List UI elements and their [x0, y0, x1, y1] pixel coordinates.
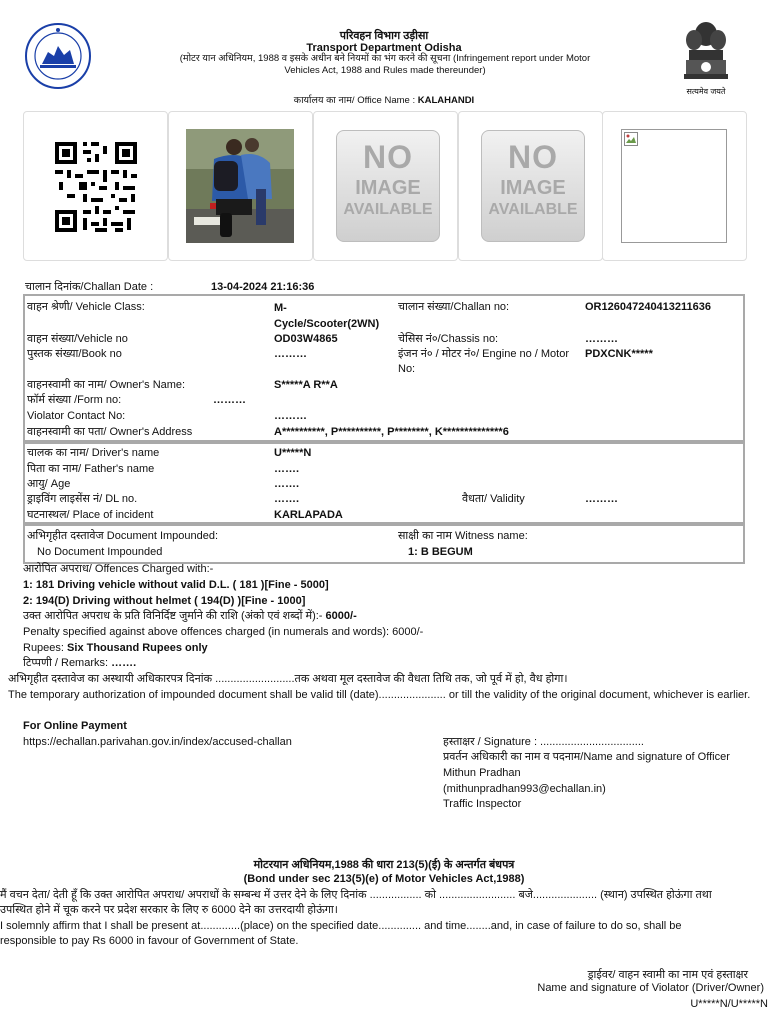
broken-image-icon: [624, 132, 638, 146]
remarks-value: …….: [111, 657, 137, 669]
driver-details-box: [23, 442, 745, 524]
officer-signature: हस्ताक्षर / Signature : ..................................: [443, 736, 644, 748]
validity-value: ………: [585, 493, 618, 505]
vehicle-no-label: वाहन संख्या/Vehicle no: [27, 333, 128, 345]
state-emblem: [680, 18, 732, 98]
report-subtitle: (मोटर यान अधिनियम, 1988 व इसके अधीन बने नियमों का भंग करने की सूचना (Infringement report under Motor Vehicles Act, 1988 and Rules made thereunder): [179, 53, 591, 76]
qr-code-card: [23, 111, 168, 261]
vehicle-class-label: वाहन श्रेणी/ Vehicle Class:: [27, 301, 145, 313]
rupees-value: Six Thousand Rupees only: [67, 642, 208, 654]
qr-code-icon: [53, 140, 139, 234]
office-label: कार्यालय का नाम/ Office Name :: [293, 95, 416, 106]
challan-no-label: चालान संख्या/Challan no:: [398, 301, 510, 313]
no-image-text: NO: [508, 139, 558, 175]
contact-value: ………: [274, 410, 307, 422]
incident-photo-card: [168, 111, 313, 261]
no-image-text: IMAGE: [500, 177, 566, 199]
address-value: A**********, P**********, P********, K**************6: [274, 426, 509, 438]
challan-date-value: 13-04-2024 21:16:36: [211, 281, 315, 293]
no-image-card-2: [458, 111, 603, 261]
chassis-label: चेसिस नं०/Chassis no:: [398, 333, 499, 345]
address-label: वाहनस्वामी का पता/ Owner's Address: [27, 426, 193, 438]
place-label: घटनास्थल/ Place of incident: [27, 509, 154, 521]
form-no-value: ………: [213, 394, 246, 406]
dl-no-value: …….: [274, 493, 300, 505]
book-no-value: ………: [274, 348, 307, 360]
witness-value: 1: B BEGUM: [408, 546, 473, 558]
owner-name-label: वाहनस्वामी का नाम/ Owner's Name:: [27, 379, 186, 391]
vehicle-details-box: [23, 294, 745, 442]
officer-name: Mithun Pradhan: [443, 767, 521, 779]
engine-label: इंजन नं० / मोटर नं०/ Engine no / Motor No:: [398, 348, 570, 375]
rupees-label: Rupees:: [23, 642, 64, 654]
remarks-label: टिप्पणी / Remarks:: [23, 657, 109, 669]
violator-label-hindi: ड्राईवर/ वाहन स्वामी का नाम एवं हस्ताक्षर: [587, 969, 748, 981]
impounded-value: No Document Impounded: [37, 546, 163, 558]
driver-name-label: चालक का नाम/ Driver's name: [27, 447, 160, 459]
validity-label: वैधता/ Validity: [462, 493, 525, 505]
office-value: KALAHANDI: [417, 95, 475, 106]
bond-text-english: I solemnly affirm that I shall be present at.............(place) on the specified date.............. and time........and, in case of failure to do so, shall be responsible to pay Rs 6000 in favour of Government of State.: [0, 920, 682, 947]
age-value: …….: [274, 478, 300, 490]
document-witness-box: [23, 524, 745, 564]
fine-hindi-label: उक्त आरोपित अपराध के प्रति विनिर्दिष्ट जुर्माने की राशि (अंको एवं शब्दों में):-: [23, 610, 323, 622]
offence-item: 1: 181 Driving vehicle without valid D.L. ( 181 )[Fine - 5000]: [23, 579, 329, 591]
book-no-label: पुस्तक संख्या/Book no: [27, 348, 122, 360]
vehicle-class-value: M-Cycle/Scooter(2WN): [274, 302, 380, 330]
broken-image-card: [602, 111, 747, 261]
officer-email: (mithunpradhan993@echallan.in): [443, 783, 606, 795]
no-image-text: AVAILABLE: [343, 201, 433, 218]
violator-label-english: Name and signature of Violator (Driver/Owner): [537, 982, 764, 994]
driver-name-value: U*****N: [274, 447, 312, 459]
no-image-text: IMAGE: [355, 177, 421, 199]
rupees-line: [23, 641, 208, 655]
father-name-label: पिता का नाम/ Father's name: [27, 463, 155, 475]
dl-no-label: ड्राइविंग लाइसेंस नं/ DL no.: [27, 493, 138, 505]
violator-name: U*****N/U*****N: [690, 998, 768, 1010]
place-value: KARLAPADA: [274, 509, 343, 521]
broken-image-frame: [621, 129, 727, 243]
fine-statement-hindi: [23, 609, 357, 623]
age-label: आयु/ Age: [27, 478, 71, 490]
online-payment-heading: For Online Payment: [23, 720, 127, 732]
contact-label: Violator Contact No:: [27, 410, 126, 422]
owner-name-value: S*****A R**A: [274, 379, 338, 391]
vehicle-no-value: OD03W4865: [274, 333, 338, 345]
father-name-value: …….: [274, 463, 300, 475]
department-title-hindi: परिवहन विभाग उड़ीसा: [339, 30, 429, 42]
remarks-line: [23, 656, 136, 670]
incident-photo: [186, 129, 294, 243]
witness-label: साक्षी का नाम Witness name:: [398, 530, 528, 542]
payment-link[interactable]: https://echallan.parivahan.gov.in/index/accused-challan: [23, 736, 292, 748]
authorization-hindi: अभिगृहीत दस्तावेज का अस्थायी अधिकारपत्र दिनांक ..........................तक अथवा मूल दस्तावेज की वैधता तिथि तक, जो पूर्व में हो, वैध होगा।: [8, 673, 568, 685]
challan-date-label: चालान दिनांक/Challan Date :: [25, 281, 154, 293]
form-no-label: फॉर्म संख्या /Form no:: [27, 394, 122, 406]
department-title: Transport Department Odisha: [306, 42, 462, 54]
chassis-value: ………: [585, 333, 618, 345]
bond-title-english: (Bond under sec 213(5)(e) of Motor Vehicles Act,1988): [243, 873, 525, 885]
fine-hindi-value: 6000/-: [325, 610, 357, 622]
no-image-text: AVAILABLE: [488, 201, 578, 218]
bond-title-hindi: मोटरयान अधिनियम,1988 की धारा 213(5)(ई) के अन्तर्गत बंधपत्र: [253, 859, 515, 871]
office-name: [0, 93, 768, 106]
authorization-english: The temporary authorization of impounded document shall be valid till (date)...................... or till the validity of the original document, whichever is earlier.: [8, 689, 751, 701]
no-image-placeholder: [481, 130, 585, 242]
officer-designation: Traffic Inspector: [443, 798, 522, 810]
officer-label: प्रवर्तन अधिकारी का नाम व पदनाम/Name and signature of Officer: [443, 751, 730, 763]
penalty-statement: Penalty specified against above offences charged (in numerals and words): 6000/-: [23, 626, 424, 638]
no-image-text: NO: [363, 139, 413, 175]
bond-text-hindi: मैं वचन देता/ देती हूँ कि उक्त आरोपित अपराध/ अपराधों के सम्बन्ध में उत्तर देने के लिए दिनांक ................. को ......................... बजे..................... (स्थान) उपस्थित होऊंगा तथा उपस्थित होने में चूक करने पर प्रदेश सरकार के लिए रु 6000 देने का उत्तरदायी होऊंगा।: [0, 889, 712, 916]
challan-no-value: OR126047240413211636: [585, 301, 712, 313]
offence-item: 2: 194(D) Driving without helmet ( 194(D) )[Fine - 1000]: [23, 595, 306, 607]
offences-heading: आरोपित अपराध/ Offences Charged with:-: [23, 563, 214, 575]
engine-value: PDXCNK*****: [585, 348, 653, 360]
no-image-placeholder: [336, 130, 440, 242]
emblem-motto: सत्यमेव जयते: [686, 87, 726, 96]
no-image-card-1: [313, 111, 458, 261]
impounded-label: अभिगृहीत दस्तावेज Document Impounded:: [27, 530, 219, 542]
